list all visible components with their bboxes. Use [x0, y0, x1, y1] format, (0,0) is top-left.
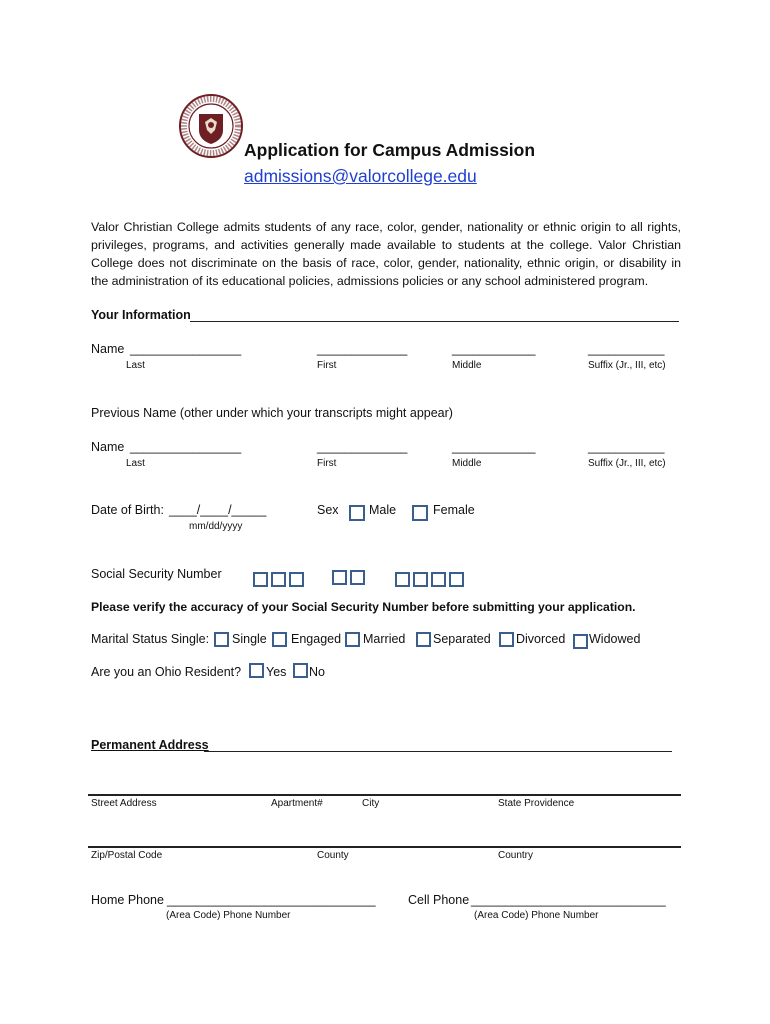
separated-label: Separated	[433, 632, 491, 646]
nondiscrimination-paragraph: Valor Christian College admits students of any race, color, gender, nationality or ethnic origin to all rights, privileges, programs, and activities generally made available to students at the college. Valor Christian College does not discriminate on the basis of race, color, gender, nationality, ethnic origin, or disability in the administration of its educational policies, admissions policies or any school administered program.	[91, 220, 681, 288]
last-name-field[interactable]: ________________	[130, 342, 242, 356]
dob-label: Date of Birth:	[91, 503, 164, 517]
ssn-digit-7-box[interactable]	[413, 572, 428, 587]
single-label: Single	[232, 632, 267, 646]
section-rule	[190, 321, 679, 322]
admissions-email-link[interactable]: admissions@valorcollege.edu	[244, 166, 477, 186]
state-caption: State Providence	[498, 798, 575, 809]
county-caption: County	[317, 850, 349, 861]
college-seal	[179, 94, 243, 158]
ssn-digit-1-box[interactable]	[253, 572, 268, 587]
previous-first-caption: First	[317, 458, 337, 469]
previous-last-caption: Last	[126, 458, 145, 469]
ohio-no-checkbox[interactable]	[293, 663, 308, 678]
cell-phone-label: Cell Phone	[408, 893, 470, 907]
home-phone-caption: (Area Code) Phone Number	[166, 910, 291, 921]
middle-name-field[interactable]: ____________	[452, 342, 536, 356]
previous-suffix-caption: Suffix (Jr., III, etc)	[588, 458, 666, 469]
female-checkbox[interactable]	[412, 505, 428, 521]
home-phone-label: Home Phone	[91, 893, 164, 907]
male-checkbox[interactable]	[349, 505, 365, 521]
ssn-digit-8-box[interactable]	[431, 572, 446, 587]
ssn-digit-6-box[interactable]	[395, 572, 410, 587]
ssn-label: Social Security Number	[91, 567, 222, 581]
ohio-no-label: No	[309, 665, 325, 679]
ssn-verify-note: Please verify the accuracy of your Social Security Number before submitting your application.	[91, 600, 636, 614]
previous-middle-name-field[interactable]: ____________	[452, 440, 536, 454]
permanent-address-heading: Permanent Address	[91, 738, 209, 752]
cell-phone-caption: (Area Code) Phone Number	[474, 910, 599, 921]
previous-first-name-field[interactable]: _____________	[317, 440, 408, 454]
city-caption: City	[362, 798, 380, 809]
name-label: Name	[91, 342, 125, 356]
ohio-yes-checkbox[interactable]	[249, 663, 264, 678]
last-caption: Last	[126, 360, 145, 371]
engaged-checkbox[interactable]	[272, 632, 287, 647]
sex-label: Sex	[317, 503, 339, 517]
dob-format-caption: mm/dd/yyyy	[189, 521, 243, 532]
married-label: Married	[363, 632, 406, 646]
document-title: Application for Campus Admission	[244, 140, 536, 160]
married-checkbox[interactable]	[345, 632, 360, 647]
ssn-digit-3-box[interactable]	[289, 572, 304, 587]
suffix-caption: Suffix (Jr., III, etc)	[588, 360, 666, 371]
ssn-digit-4-box[interactable]	[332, 570, 347, 585]
previous-suffix-field[interactable]: ___________	[588, 440, 665, 454]
apartment-caption: Apartment#	[271, 798, 323, 809]
previous-last-name-field[interactable]: ________________	[130, 440, 242, 454]
street-address-caption: Street Address	[91, 798, 157, 809]
first-caption: First	[317, 360, 337, 371]
widowed-label: Widowed	[589, 632, 641, 646]
divorced-label: Divorced	[516, 632, 566, 646]
ohio-yes-label: Yes	[266, 665, 287, 679]
address-heading-rule	[204, 751, 672, 752]
zip-caption: Zip/Postal Code	[91, 850, 163, 861]
dob-field[interactable]: ____/____/_____	[169, 503, 267, 517]
suffix-field[interactable]: ___________	[588, 342, 665, 356]
first-name-field[interactable]: _____________	[317, 342, 408, 356]
separated-checkbox[interactable]	[416, 632, 431, 647]
ssn-digit-9-box[interactable]	[449, 572, 464, 587]
home-phone-field[interactable]: ______________________________	[167, 893, 376, 907]
previous-name-label: Previous Name (other under which your transcripts might appear)	[91, 406, 453, 420]
single-checkbox[interactable]	[214, 632, 229, 647]
widowed-checkbox[interactable]	[573, 634, 588, 649]
zip-county-country-line[interactable]	[88, 846, 681, 848]
ohio-resident-label: Are you an Ohio Resident?	[91, 665, 242, 679]
previous-middle-caption: Middle	[452, 458, 482, 469]
ssn-digit-5-box[interactable]	[350, 570, 365, 585]
cell-phone-field[interactable]: ____________________________	[471, 893, 666, 907]
ssn-digit-2-box[interactable]	[271, 572, 286, 587]
your-information-heading: Your Information	[91, 308, 191, 322]
engaged-label: Engaged	[291, 632, 342, 646]
male-label: Male	[369, 503, 397, 517]
street-address-line[interactable]	[88, 794, 681, 796]
previous-name-label-2: Name	[91, 440, 125, 454]
divorced-checkbox[interactable]	[499, 632, 514, 647]
female-label: Female	[433, 503, 475, 517]
country-caption: Country	[498, 850, 534, 861]
marital-status-label: Marital Status Single:	[91, 632, 210, 646]
middle-caption: Middle	[452, 360, 482, 371]
